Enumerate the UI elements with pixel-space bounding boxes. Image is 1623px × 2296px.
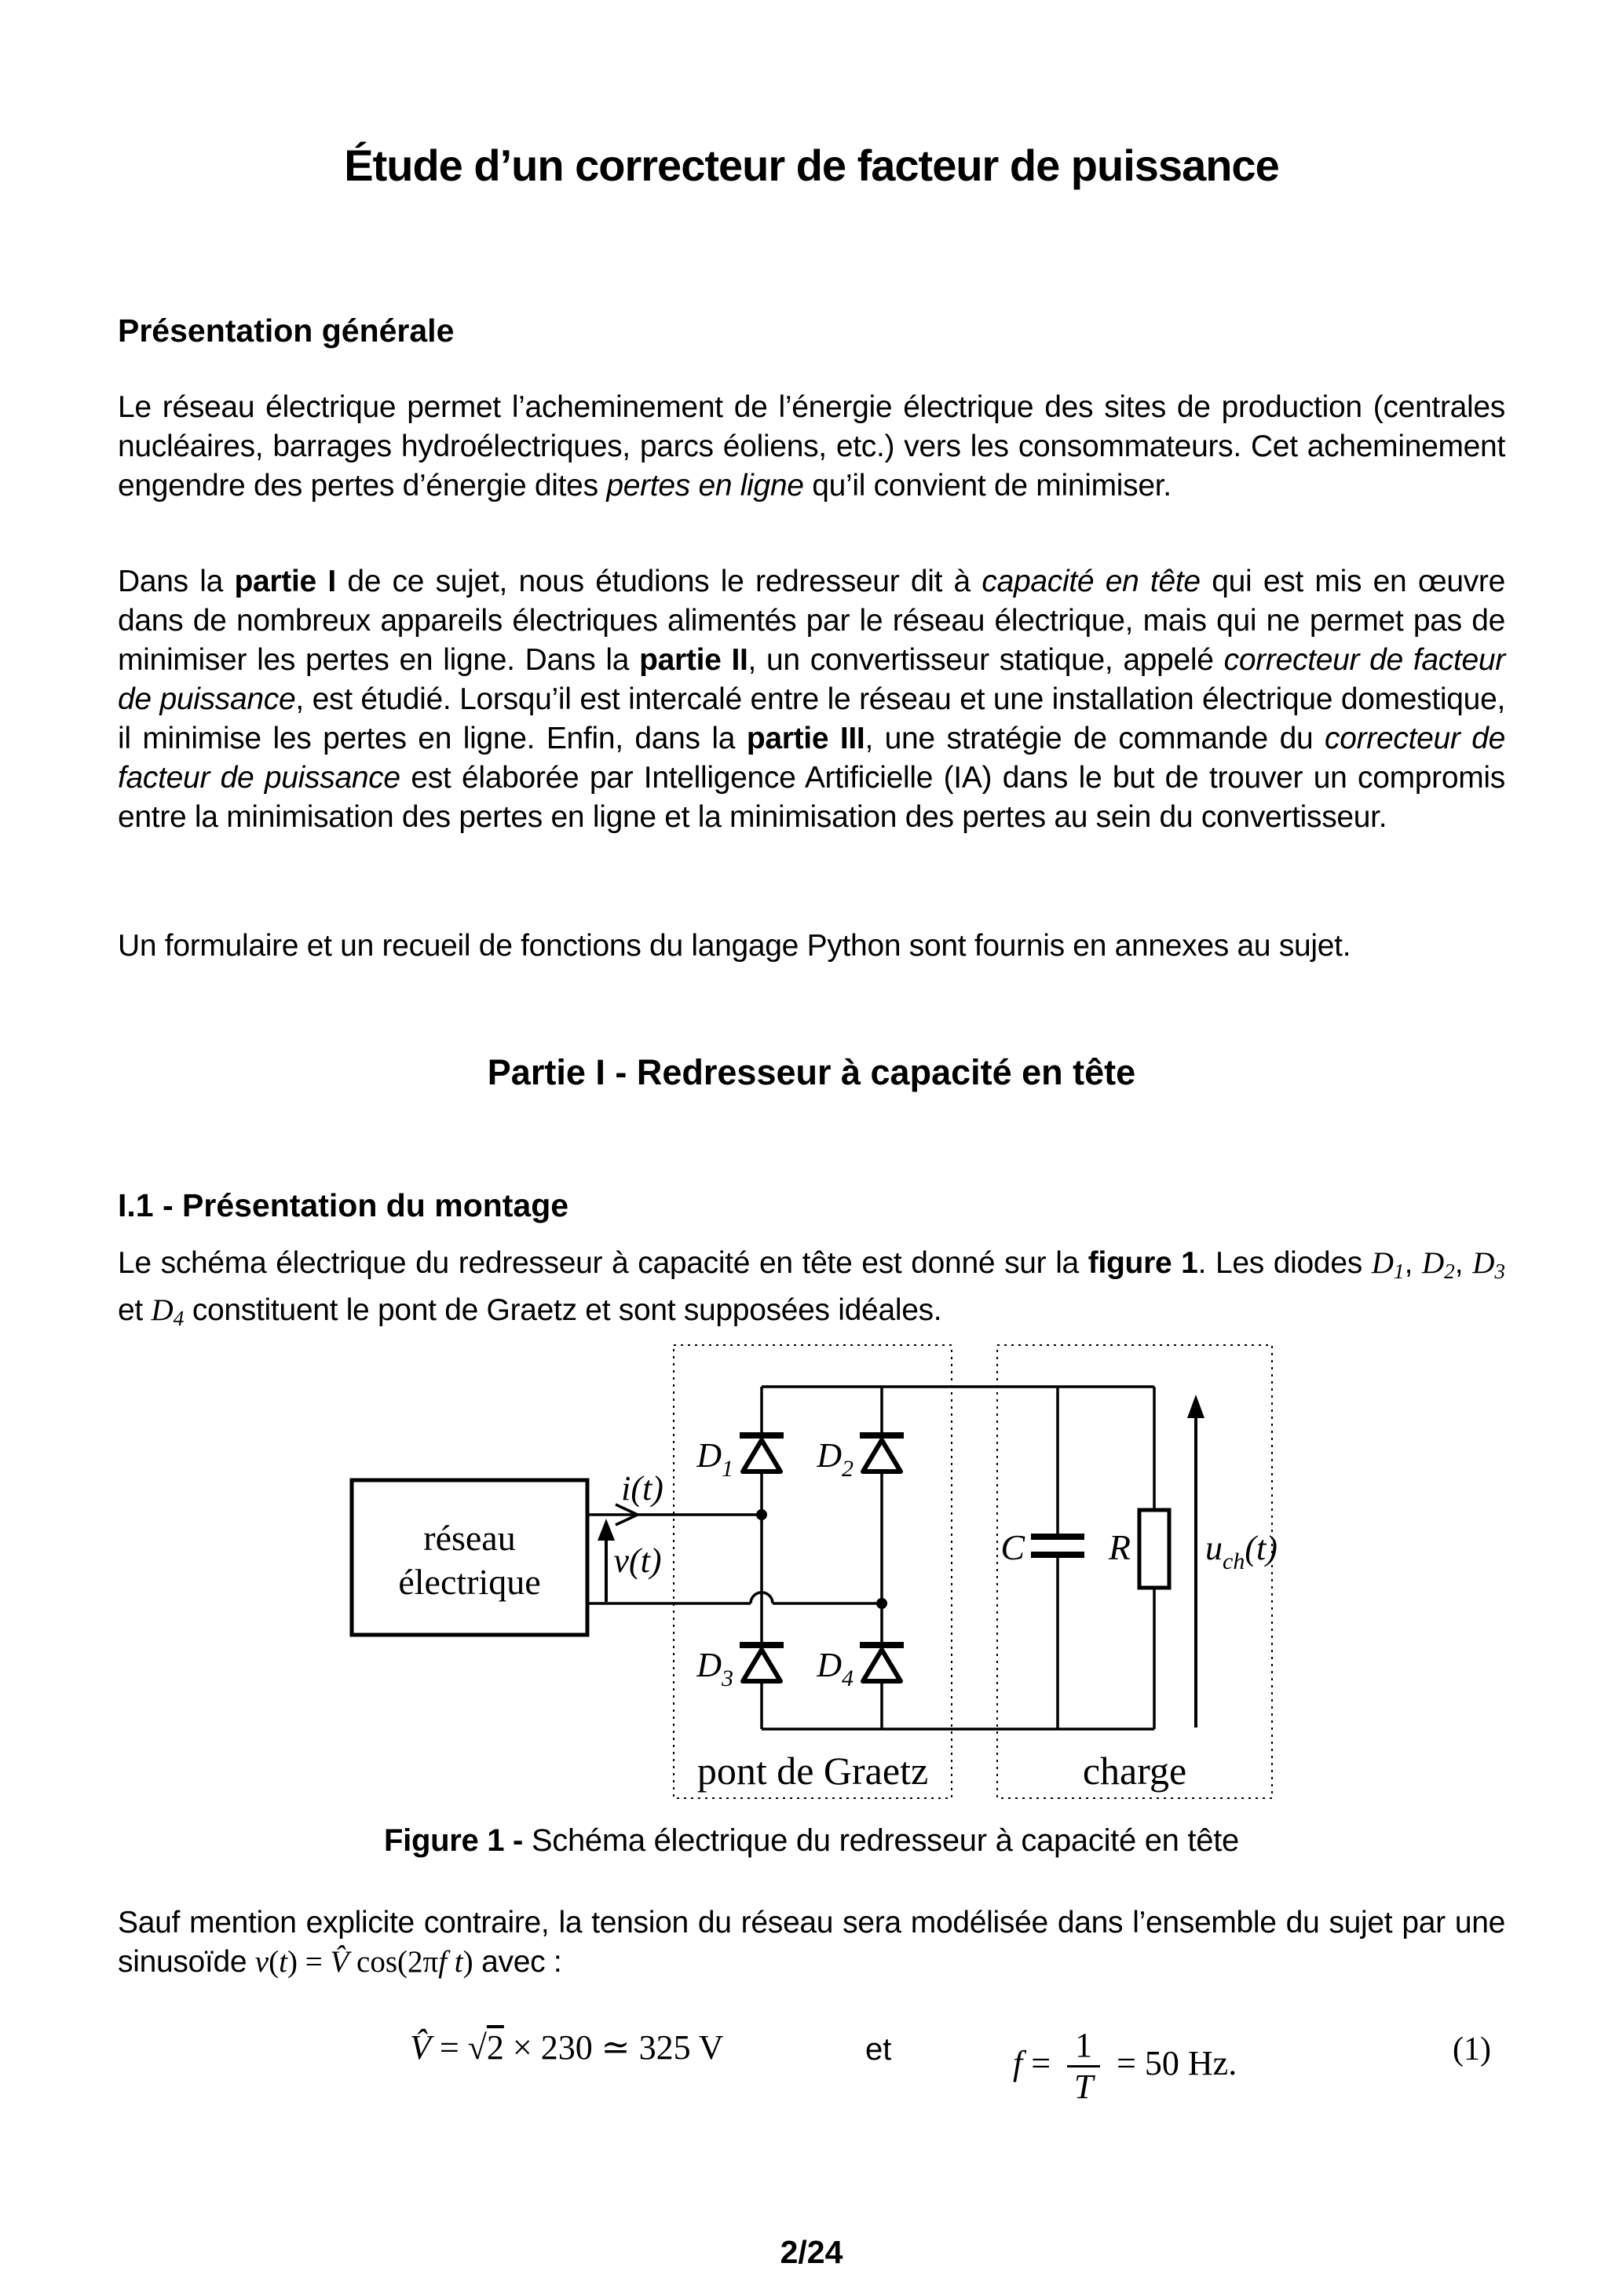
equation-connector: et: [865, 2032, 892, 2067]
figure1-circuit-diagram: [338, 1335, 1319, 1806]
equation-frequency: f = $\frac{1}{T}$ = 50 Hz.: [1013, 2026, 1237, 2107]
diode-d3-label: $D_3$: [696, 1646, 733, 1691]
bridge-region-label: pont de Graetz: [696, 1749, 929, 1793]
diode-d1-icon: [743, 1440, 780, 1472]
equation-amplitude: V̂ = √2 × 230 ≃ 325 V: [410, 2028, 724, 2067]
diode-d1-label: $D_1$: [696, 1436, 733, 1482]
capacitor-icon: [1031, 1537, 1084, 1555]
diode-d4-label: $D_4$: [817, 1646, 854, 1691]
paragraph-sinusoide: Sauf mention explicite contraire, la tension du réseau sera modélisée dans l’ensemble du sujet par une sinusoïde v(t) = V̂ cos(2πf t) avec :: [118, 1906, 1505, 1979]
f-symbol: f: [1013, 2043, 1023, 2082]
paragraph-parties: Dans la partie I de ce sujet, nous étudions le redresseur dit à capacité en tête qui est mis en œuvre dans de nombreux appareils électriques alimentés par le réseau électrique, mais qui ne permet pas de minimiser les pertes en ligne. Dans la partie II, un convertisseur statique, appelé correcteur de facteur de puissance, est étudié. Lorsqu’il est intercalé entre le réseau et une installation électrique domestique, il minimise les pertes en ligne. Enfin, dans la partie III, une stratégie de commande du correcteur de facteur de puissance est élaborée par Intelligence Artificielle (IA) dans le but de trouver un compromis entre la minimisation des pertes en ligne et la minimisation des pertes au sein du convertisseur.: [118, 565, 1506, 834]
resistor-icon: [1139, 1510, 1169, 1588]
resistor-label: R: [1108, 1527, 1131, 1567]
uch-label: $u_{ch}(t)$: [1205, 1529, 1278, 1574]
heading-partie1: Partie I - Redresseur à capacité en tête: [487, 1052, 1136, 1092]
v-hat-symbol: V̂: [410, 2028, 431, 2067]
node-dot-bottom: [876, 1598, 887, 1609]
uch-arrow-icon: [1187, 1395, 1204, 1727]
heading-presentation-generale: Présentation générale: [118, 313, 455, 349]
voltage-arrow-icon: [598, 1519, 615, 1602]
voltage-label: v(t): [613, 1541, 662, 1580]
figure1-caption: Figure 1 - Schéma électrique du redresseur à capacité en tête: [384, 1823, 1239, 1858]
heading-i1-montage: I.1 - Présentation du montage: [118, 1187, 569, 1223]
grid-source-label-line1: réseau: [423, 1518, 516, 1558]
fraction-1-over-T: $\frac{1}{T}$: [1067, 2027, 1100, 2105]
node-dot-top: [756, 1509, 767, 1520]
paragraph-intro: Le réseau électrique permet l’acheminement de l’énergie électrique des sites de production (centrales nucléaires, barrages hydroélectriques, parcs éoliens, etc.) vers les consommateurs. Cet acheminement engendre des pertes d’énergie dites pertes en ligne qu’il convient de minimiser.: [118, 390, 1505, 503]
equation-number: (1): [1453, 2031, 1491, 2067]
diode-d3-icon: [743, 1650, 780, 1681]
current-label: i(t): [621, 1469, 663, 1508]
load-region-label: charge: [1082, 1749, 1187, 1793]
paragraph-schema: Le schéma électrique du redresseur à capacité en tête est donné sur la figure 1. Les diodes D1, D2, D3 et D4 constituent le pont de Graetz et sont supposées idéales.: [118, 1246, 1506, 1330]
capacitor-label: C: [1000, 1527, 1025, 1567]
paragraph-formulaire: Un formulaire et un recueil de fonctions du langage Python sont fournis en annexes au sujet.: [118, 929, 1351, 963]
page-number: 2/24: [780, 2234, 843, 2270]
diode-d2-label: $D_2$: [817, 1436, 854, 1482]
document-title: Étude d’un correcteur de facteur de puissance: [344, 141, 1279, 190]
diode-d4-icon: [863, 1650, 901, 1681]
equation-1: [118, 1994, 1505, 2120]
sqrt-icon: √: [467, 2028, 487, 2067]
grid-source-label-line2: électrique: [398, 1562, 541, 1602]
diode-d2-icon: [863, 1440, 901, 1472]
